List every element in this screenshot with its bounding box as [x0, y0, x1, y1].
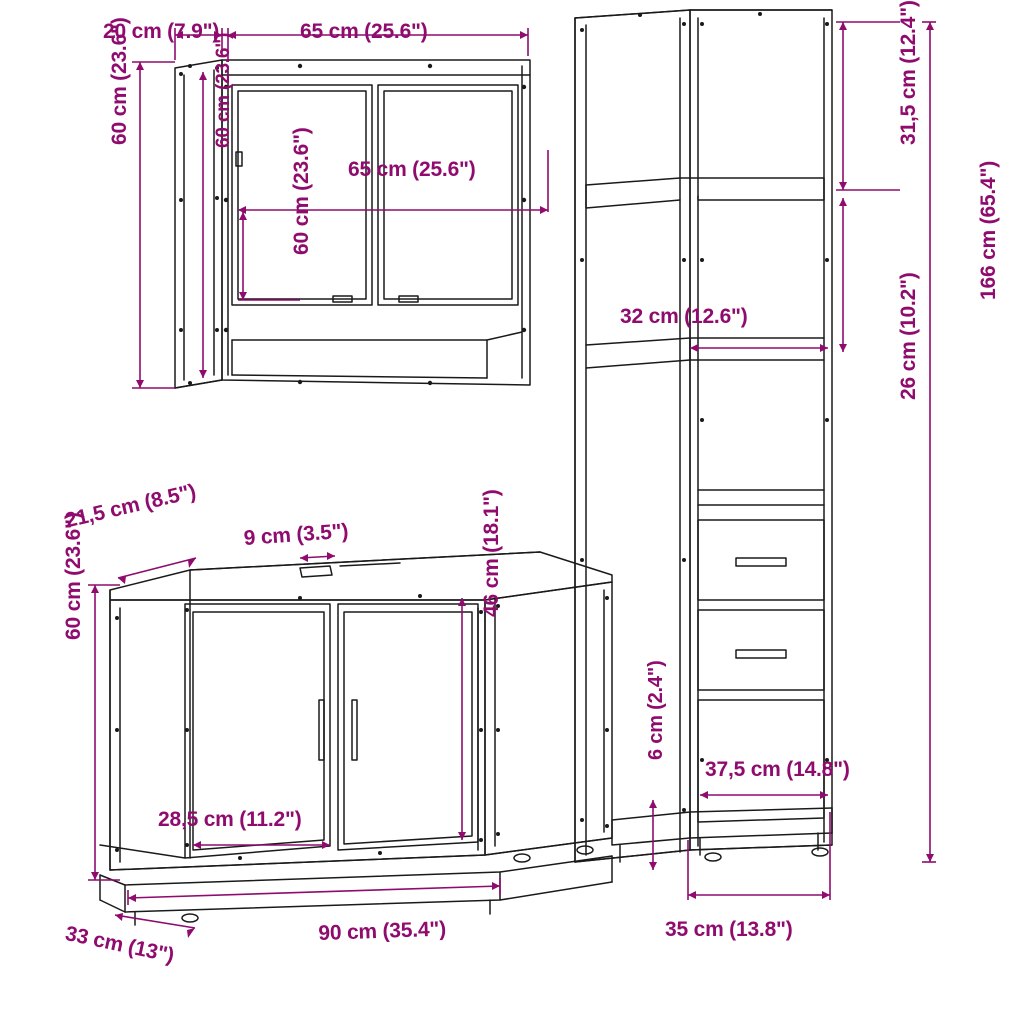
dim-tall-foot-height: 6 cm (2.4") [645, 660, 667, 760]
dim-wall-height-inner: 60 cm (23.6") [213, 32, 234, 148]
dim-sink-depth-bottom: 33 cm (13") [63, 922, 177, 968]
dim-wall-inner-width: 65 cm (25.6") [348, 158, 476, 181]
dim-tall-width: 35 cm (13.8") [665, 918, 793, 941]
dim-sink-height: 60 cm (23.6") [62, 512, 85, 640]
dim-tall-depth: 37,5 cm (14.8") [705, 758, 850, 781]
dim-tall-drawer-height: 26 cm (10.2") [897, 272, 920, 400]
sink-cabinet-drawing [100, 552, 612, 925]
dim-sink-door-width: 28,5 cm (11.2") [158, 808, 302, 831]
dim-sink-width: 90 cm (35.4") [318, 917, 447, 945]
dim-tall-shelf-height: 31,5 cm (12.4") [897, 0, 920, 145]
tall-cabinet-drawing [575, 10, 832, 862]
dim-wall-width-top: 65 cm (25.6") [300, 20, 428, 43]
dim-wall-depth-top: 20 cm (7.9") [103, 20, 220, 43]
dim-sink-gap-top: 9 cm (3.5") [243, 519, 349, 550]
dim-wall-inner-height: 60 cm (23.6") [290, 127, 313, 255]
dim-tall-total-height: 166 cm (65.4") [977, 160, 1000, 300]
dim-tall-shelf-depth: 32 cm (12.6") [620, 305, 748, 328]
dim-wall-height-outer: 60 cm (23.6") [108, 17, 131, 145]
dim-sink-depth-top: 21,5 cm (8.5") [63, 480, 198, 533]
dim-sink-inner-height: 46 cm (18.1") [480, 489, 503, 617]
